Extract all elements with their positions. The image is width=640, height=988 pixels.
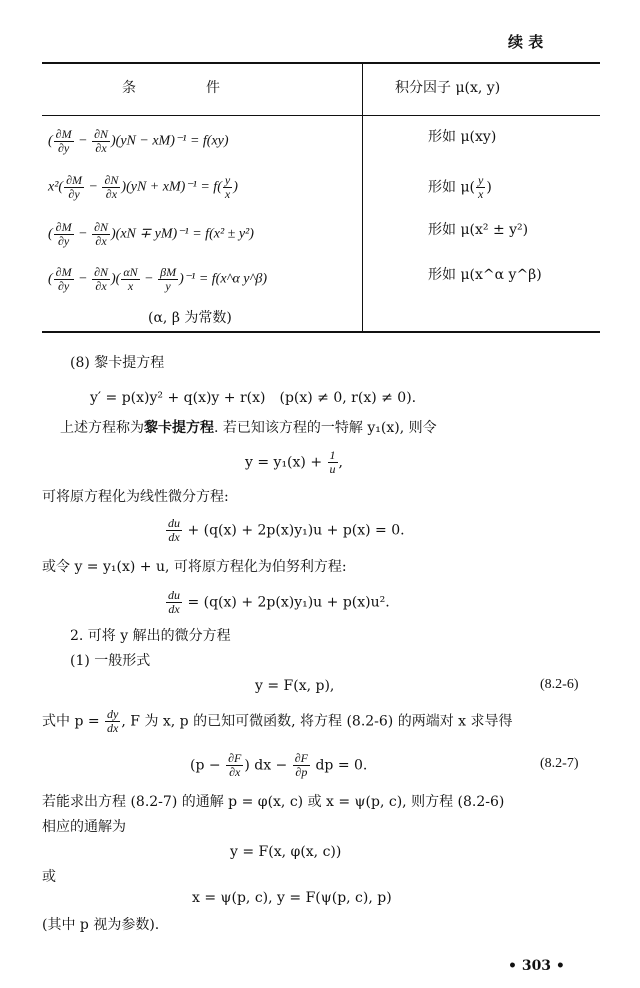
fraction: $\frac{1}{u}$: [329, 448, 336, 476]
fraction: $\frac{\partial M}{\partial y}$: [55, 220, 72, 248]
where-text: 式中 p = $\frac{dy}{dx}$ , F 为 x, p 的已知可微函数, 将方程 (8.2-6) 的两端对 x 求导得: [42, 707, 513, 735]
subst-eq: y = y₁(x) + $\frac{1}{u}$ ,: [245, 448, 343, 476]
continued-table-label: 续 表: [508, 33, 544, 51]
fraction: $\frac{y}{x}$: [478, 173, 484, 201]
fraction: $\frac{\partial F}{\partial x}$: [228, 751, 242, 779]
solution-eq-1: y = F(x, φ(x, c)): [230, 844, 342, 860]
table-header-rule: [42, 115, 600, 116]
general-heading: (1) 一般形式: [70, 653, 151, 669]
fraction: $\frac{\partial M}{\partial y}$: [55, 265, 72, 293]
eq-8-2-6: y = F(x, p),: [255, 678, 335, 694]
fraction: $\frac{y}{x}$: [224, 173, 231, 201]
table-note: (α, β 为常数): [148, 310, 232, 326]
linear-text: 可将原方程化为线性微分方程:: [42, 489, 229, 505]
fraction: $\frac{\partial F}{\partial p}$: [294, 751, 308, 779]
riccati-eq: y′ = p(x)y² + q(x)y + r(x) (p(x) ≠ 0, r(x) ≠ 0).: [90, 390, 417, 406]
equation-number: (8.2-7): [540, 756, 579, 771]
bernoulli-eq: $\frac{du}{dx}$ = (q(x) + 2p(x)y₁)u + p(x)u².: [168, 588, 390, 616]
fraction: $\frac{\partial M}{\partial y}$: [55, 127, 72, 155]
riccati-text: 上述方程称为黎卡提方程. 若已知该方程的一特解 y₁(x), 则令: [60, 420, 437, 436]
table-row-factor: 形如 μ(xy): [428, 129, 497, 145]
fraction: $\frac{\beta M}{y}$: [160, 265, 177, 293]
fraction: $\frac{\partial N}{\partial x}$: [104, 173, 119, 201]
or-text: 或: [42, 869, 56, 885]
fraction: $\frac{\partial M}{\partial y}$: [66, 173, 83, 201]
fraction: $\frac{\partial N}{\partial x}$: [94, 265, 108, 293]
table-bottom-rule: [42, 331, 600, 333]
table-top-rule: [42, 62, 600, 64]
table-row-condition: ( $\frac{\partial M}{\partial y}$ − $\frac{\partial N}{\partial x}$ )(yN − xM)⁻¹ = f(xy): [48, 127, 229, 155]
table-column-divider: [362, 62, 363, 332]
equation-number: (8.2-6): [540, 677, 579, 692]
table-row-condition: x²( $\frac{\partial M}{\partial y}$ − $\frac{\partial N}{\partial x}$ )(yN + xM)⁻¹ = f( $\frac{y}{x}$ ): [48, 173, 238, 201]
fraction: $\frac{du}{dx}$: [168, 516, 180, 544]
col-header-condition: 条 件: [122, 80, 220, 96]
table-row-factor: 形如 μ(x² ± y²): [428, 222, 529, 238]
param-note: (其中 p 视为参数).: [42, 917, 160, 933]
solution-text: 若能求出方程 (8.2-7) 的通解 p = φ(x, c) 或 x = ψ(p, c), 则方程 (8.2-6): [42, 794, 505, 810]
table-row-factor: 形如 μ( $\frac{y}{x}$ ): [428, 173, 492, 201]
fraction: $\frac{dy}{dx}$: [107, 707, 119, 735]
table-row-condition: ( $\frac{\partial M}{\partial y}$ − $\frac{\partial N}{\partial x}$ )( $\frac{\alpha N}{x}$ − $\frac{\beta M}{y}$ )⁻¹ = f(x^α y^β): [48, 265, 268, 293]
fraction: $\frac{\partial N}{\partial x}$: [94, 220, 108, 248]
solution-text-2: 相应的通解为: [42, 819, 126, 835]
fraction: $\frac{du}{dx}$: [168, 588, 180, 616]
table-row-condition: ( $\frac{\partial M}{\partial y}$ − $\frac{\partial N}{\partial x}$ )(xN ∓ yM)⁻¹ = f(x² ± y²): [48, 220, 254, 248]
linear-eq: $\frac{du}{dx}$ + (q(x) + 2p(x)y₁)u + p(x) = 0.: [168, 516, 405, 544]
riccati-heading: (8) 黎卡提方程: [70, 355, 165, 371]
solution-eq-2: x = ψ(p, c), y = F(ψ(p, c), p): [192, 890, 392, 906]
fraction: $\frac{\alpha N}{x}$: [123, 265, 138, 293]
bernoulli-text: 或令 y = y₁(x) + u, 可将原方程化为伯努利方程:: [42, 559, 347, 575]
fraction: $\frac{\partial N}{\partial x}$: [94, 127, 108, 155]
table-row-factor: 形如 μ(x^α y^β): [428, 267, 542, 283]
col-header-factor: 积分因子 μ(x, y): [395, 80, 501, 96]
eq-8-2-7: (p − $\frac{\partial F}{\partial x}$ ) dx − $\frac{\partial F}{\partial p}$ dp = 0.: [190, 751, 368, 779]
section2-heading: 2. 可将 y 解出的微分方程: [70, 628, 231, 644]
page-number: • 303 •: [508, 958, 565, 974]
